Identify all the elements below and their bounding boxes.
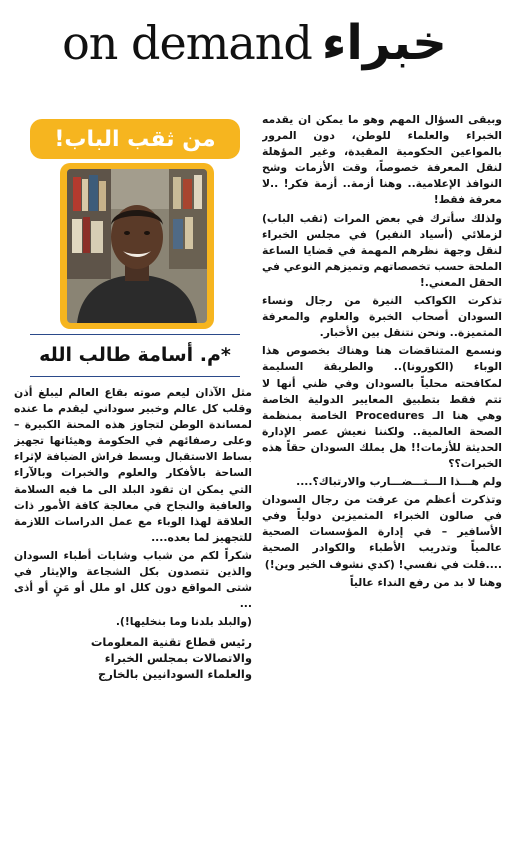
right-paragraph-1: وبيقى السؤال المهم وهو ما يمكن ان يقدمه الخبراء والعلماء للوطن، دون المرور بالمواعين الحكومية المقيدة، وغير المؤهلة لنقل المعرفة خصوصاً، وقت الأزمات وشح النوافذ الإعلامية.. وهنا أزمة.. أزمة فكر! ..لا معرفة فقط! [262, 113, 502, 207]
headline-arabic: خبراء [321, 15, 447, 71]
right-paragraph-3: تذكرت الكواكب النيرة من رجال ونساء السودان أصحاب الخبرة والعلوم والمعرفة المتميزة.. ونحن نتنقل بين الأخبار. [262, 294, 502, 340]
author-credits [14, 634, 252, 682]
right-column [262, 112, 502, 857]
credits-line-2: والاتصالات بمجلس الخبراء [104, 651, 252, 666]
author-name: *م. أسامة طالب الله [39, 344, 231, 366]
author-photo [67, 169, 207, 323]
author-top-rule [30, 334, 240, 335]
credits-line-3: والعلماء السودانيين بالخارج [97, 667, 252, 682]
headline [0, 8, 509, 78]
column-banner [30, 119, 240, 159]
author-bottom-rule [30, 376, 240, 377]
left-paragraph-3: (والبلد بلدنا وما بنخليها!). [115, 615, 252, 629]
right-paragraph-5: ولم هـــذا الـــتـــضـــارب والارتباك؟.... [296, 475, 502, 489]
right-paragraph-7: وهنا لا بد من رفع النداء عالياً [349, 575, 502, 589]
left-paragraph-2: شكراً لكم من شباب وشابات أطباء السودان والذين تتصدون بكل الشجاعة والإيثار في شتى المواقع دون كلل او ملل أو مَنٍ أو أذى ... [14, 548, 252, 611]
author-portrait-image [67, 169, 207, 323]
left-paragraph-1: مثل الآذان ليعم صوته بقاع العالم ليبلغ أذن وقلب كل عالم وخبير سوداني ليقدم ما عنده لمساندة الوطن لتجاوز هذه المحنة الكبيرة – وعلى رصفائهم في الحكومة وهيئاتها تجهيز بساط الاستقبال وبسط فراش الضيافة لإثراء الساحة بالأفكار والعلوم والخبرات وبالآراء التي يمكن ان تقود البلد الى ما فيه السلامة والعافية والنجاح في معالجة كافة الأمور ذات العلاقة لهذا الوباء مع عمل الدراسات اللازمة للتجهيز لما بعده.... [14, 386, 252, 544]
credits-line-1: رئيس قطاع تقنية المعلومات [90, 635, 252, 650]
column-banner-title: من ثقب الباب! [54, 126, 216, 152]
right-paragraph-6: وتذكرت أعظم من عرفت من رجال السودان في صالون الخبراء المتميزين دولياً وفي الأسافير – في إدارة المؤسسات الصحية عالمياً وتدريب الأطباء والكوادر الصحية ....قلت في نفسي! (كدي نشوف الخير وين!) [262, 493, 502, 571]
right-paragraph-2: ولذلك سأترك في بعض المرات (ثقب الباب) لزملائي (أسياد النفير) في مجلس الخبراء لنقل وجهة نظرهم المهمة في قضايا الساعة الملحة حسب تخصصاتهم وتميزهم النوعي في الحقل المعني.! [262, 211, 502, 289]
right-paragraph-4: ونسمع المتناقضات هنا وهناك بخصوص هذا الوباء (الكورونا).. والطريقة السليمة لمكافحته محلياً بالسودان وفي ظني أنها لا تتم فقط بتطبيق المعايير الدولية الخاصة وهي هنا الـ Procedures الخاصة بمنظمة الصحة العالمية.. ولكننا نعيش عصر الإدارة الحديثة للأزمات!! هل يملك السودان حقاً هذه الخبرات؟؟ [262, 344, 502, 470]
headline-latin: on demand [62, 16, 312, 70]
left-column [14, 385, 252, 855]
